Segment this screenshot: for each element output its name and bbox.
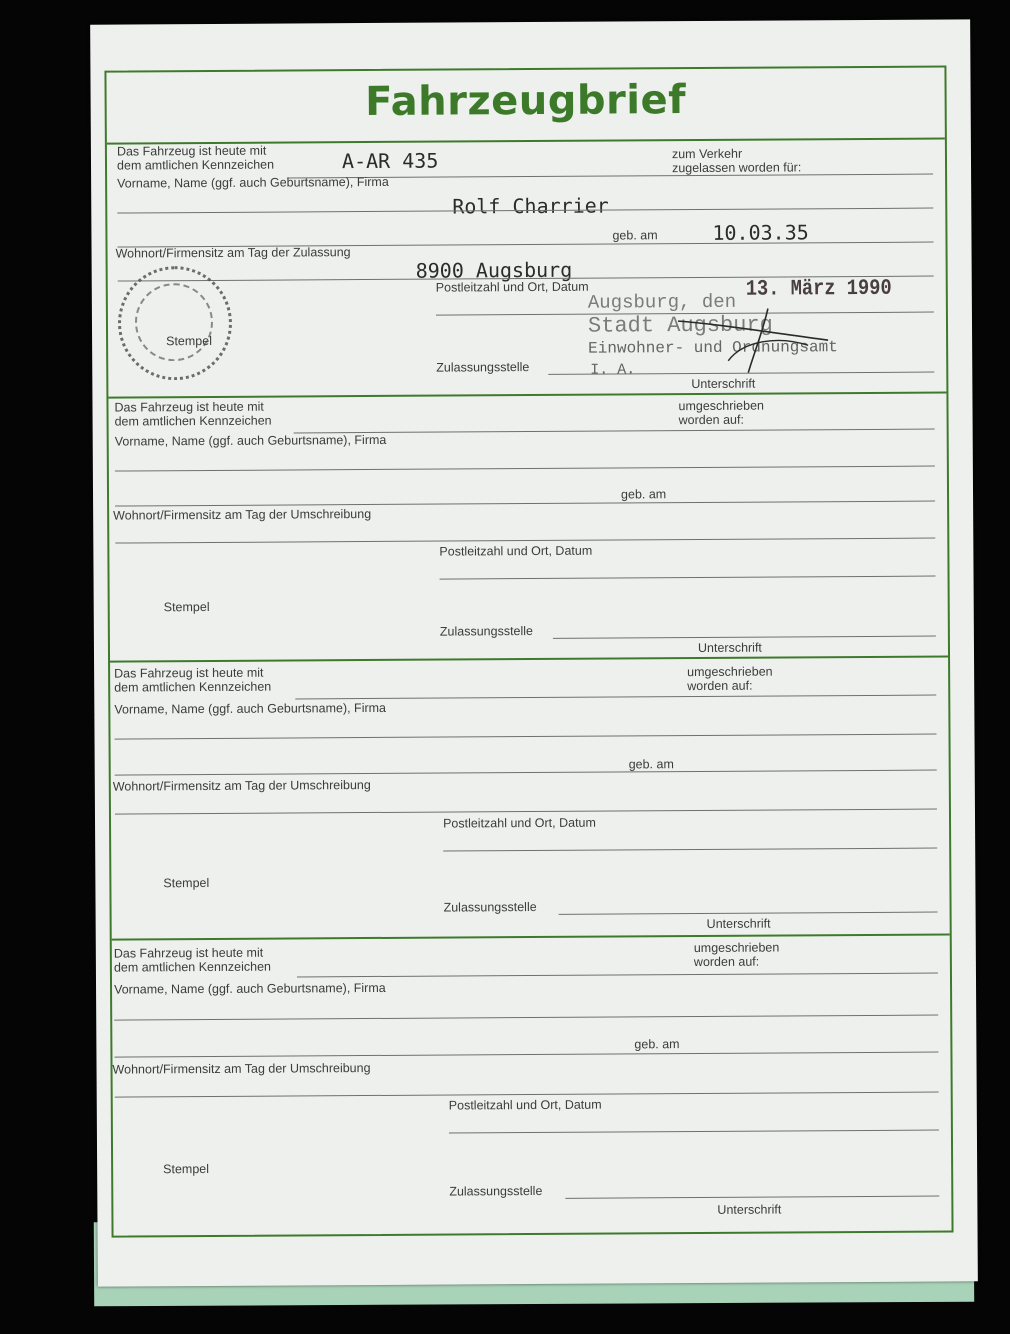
stamp-authority: Stadt Augsburg: [587, 312, 773, 339]
plate-line: [295, 695, 936, 700]
name-line: [115, 466, 935, 472]
handwritten-signature: [668, 300, 838, 381]
residence-line: [115, 809, 937, 815]
form-frame: [104, 65, 953, 1237]
birth-line: [115, 501, 935, 507]
registered-for-label: zum Verkehr zugelassen worden für:: [671, 146, 802, 176]
registration-office-line: [559, 912, 938, 915]
plate-line: [294, 429, 935, 434]
residence-label: Wohnort/Firmensitz am Tag der Umschreibung: [112, 1061, 371, 1077]
registration-office-label: Zulassungsstelle: [436, 360, 530, 375]
stamp-label: Stempel: [163, 875, 210, 891]
rewritten-to-label: umgeschrieben worden auf:: [687, 664, 773, 694]
signature-label: Unterschrift: [691, 376, 756, 392]
postcode-line: [443, 848, 937, 852]
birth-label: geb. am: [612, 228, 658, 243]
birth-label: geb. am: [634, 1037, 680, 1052]
signature-label: Unterschrift: [697, 640, 762, 655]
stamp-label: Stempel: [163, 1161, 210, 1177]
birth-line: [115, 770, 937, 776]
registration-office-label: Zulassungsstelle: [439, 624, 534, 639]
postcode-label: Postleitzahl und Ort, Datum: [439, 543, 593, 559]
name-line: [114, 1015, 938, 1021]
rewritten-to-label: umgeschrieben worden auf:: [693, 940, 780, 970]
plate-label: Das Fahrzeug ist heute mit dem amtlichen Kennzeichen: [116, 143, 275, 173]
stamp-label: Stempel: [166, 333, 212, 349]
residence-line: [115, 1092, 939, 1098]
official-seal-inner: [135, 283, 213, 361]
signature-label: Unterschrift: [706, 916, 771, 931]
section-registration: [107, 139, 947, 398]
section-rewrite-2: [110, 657, 950, 940]
registration-office-label: Zulassungsstelle: [449, 1183, 543, 1199]
signature-label: Unterschrift: [717, 1202, 782, 1217]
plate-line: [297, 973, 938, 978]
birth-label: geb. am: [620, 487, 667, 502]
name-label: Vorname, Name (ggf. auch Geburtsname), Firma: [114, 980, 386, 997]
section-rewrite-3: [112, 935, 952, 1233]
plate-label: Das Fahrzeug ist heute mit dem amtlichen Kennzeichen: [114, 665, 272, 695]
registration-office-line: [565, 1196, 939, 1199]
birth-line: [114, 1052, 938, 1058]
form-title: Fahrzeugbrief: [365, 77, 687, 126]
birth-value: 10.03.35: [712, 220, 809, 245]
stamp-place-prefix: Augsburg, den: [587, 290, 737, 314]
stamp-label: Stempel: [163, 599, 210, 615]
registration-office-line: [553, 636, 936, 639]
postcode-label: Postleitzahl und Ort, Datum: [448, 1097, 602, 1113]
name-label: Vorname, Name (ggf. auch Geburtsname), Firma: [117, 174, 389, 191]
plate-value: A-AR 435: [341, 148, 439, 174]
postcode-label: Postleitzahl und Ort, Datum: [442, 815, 596, 831]
plate-label: Das Fahrzeug ist heute mit dem amtlichen Kennzeichen: [113, 945, 272, 975]
residence-line: [115, 538, 935, 544]
name-label: Vorname, Name (ggf. auch Geburtsname), Firma: [114, 700, 387, 717]
birth-label: geb. am: [628, 757, 674, 772]
postcode-line: [449, 1130, 939, 1134]
registration-office-label: Zulassungsstelle: [443, 899, 537, 915]
residence-value: 8900 Augsburg: [415, 257, 573, 283]
name-label: Vorname, Name (ggf. auch Geburtsname), Firma: [114, 432, 387, 449]
stamp-date: 13. März 1990: [745, 275, 892, 302]
residence-label: Wohnort/Firmensitz am Tag der Umschreibung: [112, 777, 371, 794]
plate-label: Das Fahrzeug ist heute mit dem amtlichen Kennzeichen: [114, 399, 272, 429]
section-rewrite-1: [108, 393, 948, 662]
title-area: [106, 67, 944, 144]
residence-label: Wohnort/Firmensitz am Tag der Zulassung: [115, 245, 351, 261]
rewritten-to-label: umgeschrieben worden auf:: [678, 398, 765, 428]
postcode-line: [440, 576, 936, 580]
postcode-label: Postleitzahl und Ort, Datum: [435, 279, 589, 295]
document-sheet: [90, 19, 978, 1286]
name-value: Rolf Charrier: [452, 193, 609, 219]
name-line: [115, 734, 937, 740]
stamp-ia: I. A.: [590, 361, 636, 379]
stamp-office: Einwohner- und Ordnungsamt: [588, 338, 838, 358]
official-seal: [118, 266, 233, 381]
residence-label: Wohnort/Firmensitz am Tag der Umschreibung: [113, 506, 372, 523]
